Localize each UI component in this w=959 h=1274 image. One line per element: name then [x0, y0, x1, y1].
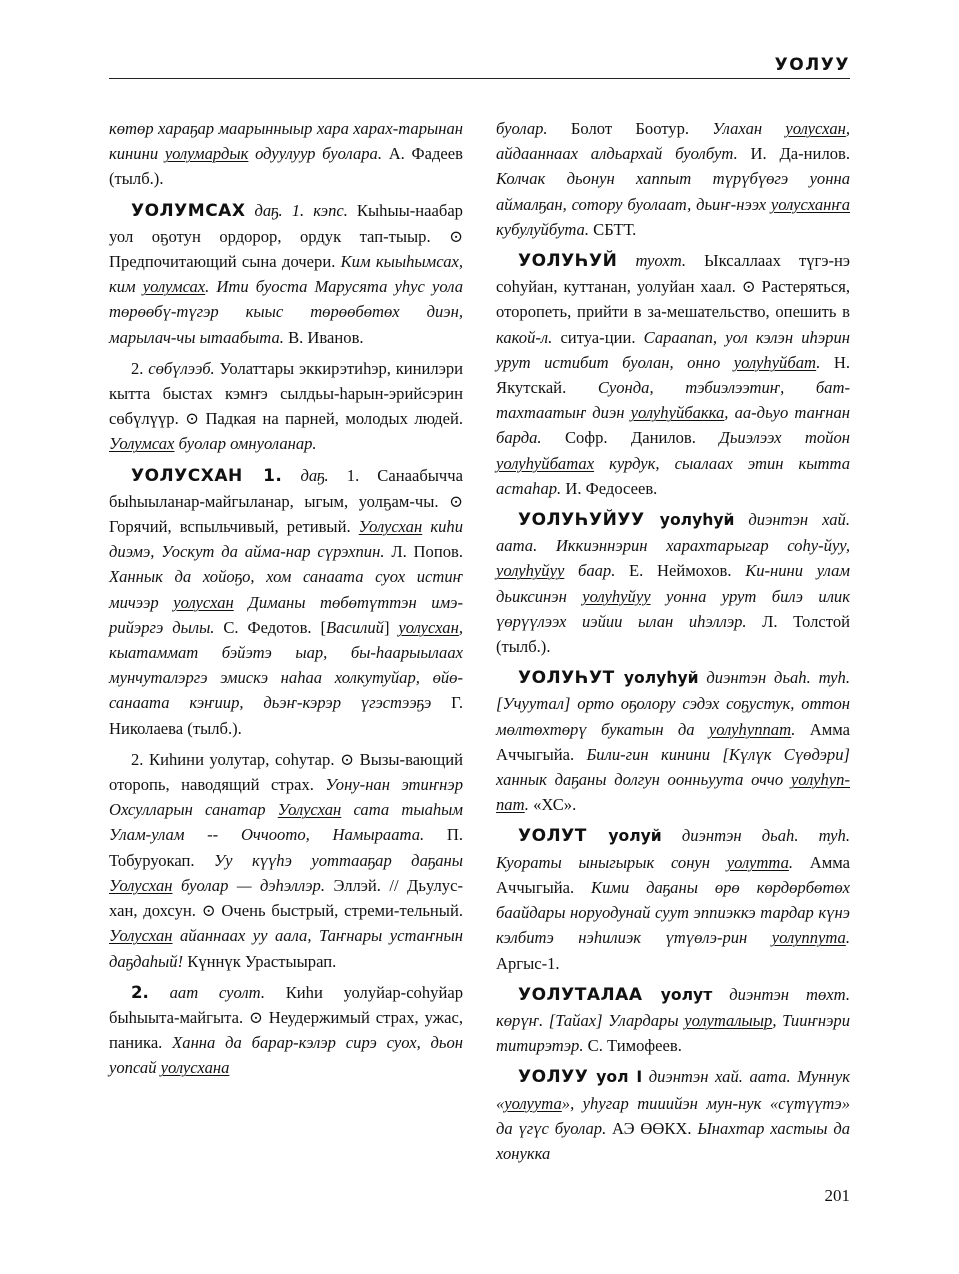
citation-text: уонна урут билэ илик үөрүүлээх иэйии ылан иһэллэр.	[496, 586, 850, 631]
citation-source: А. Фадеев (тылб.).	[109, 144, 463, 189]
citation-text: ] Улардары	[596, 1010, 685, 1030]
citation-text: , кыатаммат бэйэтэ ыар, бы-һаарыылаах мунчуталэргэ эмискэ наһаа холкутуйар, өйө-санаата кэҥиир, дьэҥ-кэрэр үгэстээҕэ	[109, 617, 463, 713]
headword: УОЛУУ	[518, 1067, 589, 1088]
citation-text: ] орто оҕолору сэдэх соҕустук, оттон мөлтөхтөрү букатын да	[496, 694, 850, 739]
citation-text: Уу күүһэ уоттааҕар даҕаны	[213, 850, 464, 870]
citation-text: Колчак дьонун хаппыт түрүбүөгэ уонна аймалҕан, сотору буолаат, дьиҥ-нээх	[496, 169, 850, 214]
citation-text: буолар.	[496, 119, 548, 138]
cross-reference: уолуй	[586, 827, 662, 846]
underlined-form: уолусхан	[785, 119, 846, 138]
citation-text: Тайах	[555, 1010, 597, 1030]
citation-text: курдук, сыалаах этин кытта астаһар.	[496, 453, 850, 498]
citation-text: Ким кыыһымсах, ким	[109, 252, 463, 297]
citation-text: көтөр хараҕар маарынныыр хара харах-тарынан кинини	[109, 119, 463, 164]
underlined-form: уолусхан	[173, 592, 234, 612]
page-number: 201	[824, 1186, 850, 1205]
bracket: ]	[383, 617, 399, 637]
citation-text: Күлүк Сүөдэри	[728, 744, 844, 764]
citation-source: Болот Боотур.	[547, 119, 713, 138]
definition: Уолаттары эккирэтиһэр, кинилэри кытта быстах кэмҥэ сылдьы-һарын-эрийсэрин сөбүлүүр. ⊙ Падкая на парней, молодых людей.	[109, 358, 464, 429]
part-of-speech: туохт.	[617, 251, 687, 271]
cross-reference: уолуһуй	[644, 511, 735, 530]
headword: УОЛУҺУЙУУ	[518, 510, 645, 531]
grammar-note: какой-л.	[496, 327, 553, 347]
citation-text: , айдааннаах алдьархай буолбут.	[496, 119, 850, 164]
underlined-form: уолуһуйбатах	[496, 453, 595, 473]
header-rule	[109, 78, 850, 79]
citation-text: .	[791, 719, 796, 739]
citation-text: .	[845, 928, 850, 948]
definition: Кыһыы-наабар уол оҕотун ордорор, ордук тап-тыыр.	[109, 200, 463, 246]
citation-source: Софр. Данилов.	[541, 428, 720, 448]
citation-text: диэнтэн хай. аата. Иккиэннэрин харахтарыгар соһу-йуу,	[496, 510, 850, 556]
headword: УОЛУТ	[518, 826, 587, 847]
headword: УОЛУҺУТ	[518, 668, 615, 689]
headword: УОЛУҺУЙ	[518, 251, 618, 272]
citation-text: Улахан	[712, 119, 786, 138]
citation-text: одуулуур буолара.	[248, 144, 382, 164]
entry-uoluhui	[496, 248, 850, 501]
citation-source: С. Тимофеев.	[583, 1036, 682, 1056]
sense-2-noun	[109, 980, 463, 1081]
part-of-speech: даҕ.	[245, 200, 283, 220]
entry-uolutalaa	[496, 982, 850, 1059]
citation-text: айаннаах уу аала, Таҥнары устаҥнын даҕдаһый!	[109, 926, 463, 971]
definition: 2. Киһини уолутар, соһутар. ⊙ Вызы-вающий оторопь, наводящий страх.	[109, 749, 463, 795]
running-head: УОЛУУ	[774, 55, 850, 75]
citation-source: «ХС».	[528, 795, 577, 815]
citation-text: Ханна да барар-кэлэр сирэ суох, дьон уопсай	[109, 1033, 464, 1078]
citation-text: Суонда, тэбиэлээтиҥ, бат-тахтаатыҥ диэн	[496, 378, 850, 423]
underlined-form: Уолусхан	[109, 875, 173, 895]
underlined-form: Уолумсах	[109, 434, 175, 454]
citation-text: Ханнык да хойоҕо, хом санаата суох истиҥ мичээр	[109, 567, 463, 612]
headword: УОЛУМСАХ	[131, 200, 246, 221]
entry-uoluhut	[496, 665, 850, 817]
citation-source: Е. Неймохов.	[615, 561, 746, 581]
citation-source: С. Федотов. [	[214, 617, 326, 637]
citation-text: диэнтэн төхт. көрүҥ. [	[496, 984, 850, 1030]
part-of-speech: даҕ.	[282, 465, 329, 485]
underlined-form: уолуһуйуу	[582, 586, 651, 606]
translation: ⊙ Предпочитающий сына дочери.	[109, 226, 463, 272]
entry-continuation	[496, 116, 850, 242]
sense-label: сөбүлээб.	[148, 358, 215, 378]
sense-number: 2.	[131, 358, 149, 378]
citation-text: Василий	[326, 617, 384, 637]
definition: Киһи уолуйар-соһуйар быһыыта-майгыта. ⊙ Неудержимый страх, ужас, паника.	[109, 982, 463, 1053]
underlined-form: уолусханҥа	[770, 194, 850, 214]
citation-source: Н. Якутскай.	[496, 352, 850, 398]
entry-uolut	[496, 823, 850, 975]
citation-text: сата тыаһым Улам-улам -- Оччоото, Намыраата.	[109, 800, 464, 845]
citation-text: буолар омнуоланар.	[174, 434, 317, 454]
sense-2	[109, 356, 463, 457]
entry-continuation	[109, 116, 463, 192]
definition: Ыксаллаах түгэ-нэ соһуйан, куттанан, уолуйан хаал. ⊙ Растеряться, оторопеть, прийти в за-мешательство, опешить в	[496, 251, 850, 322]
cross-reference: уол I	[588, 1068, 643, 1087]
cross-reference: уолут	[642, 985, 713, 1004]
citation-source: И. Федосеев.	[561, 478, 658, 498]
headword: УОЛУСХАН 1.	[131, 465, 283, 486]
citation-text: Кими даҕаны өрө көрдөрбөтөх баайдары норуодунай суут эппиэккэ тардар күнэ кэлбитэ нэһилиэк үтүөлэ-рин	[496, 877, 850, 948]
citation-text: Учуутал	[502, 694, 564, 714]
underlined-form: уолуһуйбакка	[630, 403, 725, 423]
underlined-form: уолусхана	[160, 1058, 230, 1078]
definition: ситуа-ции.	[552, 327, 644, 347]
citation-source: Л. Толстой (тылб.).	[496, 611, 850, 657]
sense-number: 2.	[131, 982, 149, 1002]
citation-text: Ынахтар хастыы да хонукка	[496, 1118, 851, 1163]
underlined-form: уолуппута	[771, 928, 846, 948]
citation-text: Уону-нан этиҥнэр Охсулларын санатар	[109, 775, 463, 820]
sense-2-uolutar	[109, 747, 463, 974]
sense-label: аат суолт.	[148, 982, 265, 1002]
citation-text: ] ханнык даҕаны долгун оонньуута оччо	[496, 744, 850, 790]
citation-source: Л. Попов.	[384, 542, 463, 562]
definition: 1. Санаабычча быһыыланар-майгыланар, ыгым, уолҕам-чы. ⊙ Горячий, вспыльчивый, ретивый.	[109, 465, 463, 537]
citation-source: Амма Аччыгыйа.	[496, 719, 850, 764]
definition: Эллэй. // Дьулус-хан, дохсун. ⊙ Очень быстрый, стреми-тельный.	[109, 875, 463, 921]
headword: УОЛУТАЛАА	[518, 984, 643, 1005]
citation-text: Сараапап, уол кэлэн иһэрин урут истибит буолан, онно	[496, 327, 850, 372]
citation-text: диэнтэн хай. аата. Муннук «	[496, 1067, 850, 1113]
citation-text: .	[788, 852, 794, 872]
entry-uolumsakh	[109, 198, 463, 350]
citation-source: СБТТ.	[588, 219, 637, 239]
underlined-form: уолуута	[504, 1093, 562, 1113]
citation-text: . Ити буоста Марусята уһус уола төрөөбү-түгэр кыыс төрөөбөтөх диэн, марылач-чы ытаабыта.	[109, 277, 463, 347]
citation-text: кубулуйбута.	[496, 219, 589, 239]
entry-uoluu	[496, 1064, 850, 1166]
citation-text: », уһугар тииийэн мун-нук «сүтүүтэ» да үгүс буолар.	[496, 1093, 850, 1138]
citation-source: В. Иванов.	[283, 327, 364, 347]
underlined-form: уолуталыыр	[684, 1010, 773, 1030]
citation-text: Дьиэлээх тойон	[719, 428, 850, 448]
underlined-form: уолусхан	[398, 617, 459, 637]
underlined-form: Уолусхан	[109, 926, 173, 946]
citation-text: , аа-дьуо таҥнан барда.	[496, 403, 850, 448]
citation-text: Ки-нини улам дьиксинэн	[496, 561, 850, 606]
citation-source: П. Тобуруокап.	[109, 825, 463, 870]
citation-text: диэнтэн дьаһ. туһ. Куораты ыныгырык сонун	[496, 826, 850, 872]
citation-source: Күннүк Урастыырап.	[183, 951, 337, 971]
underlined-form: уолуһуйуу	[496, 561, 565, 581]
citation-source: Г. Николаева (тылб.).	[109, 693, 463, 738]
underlined-form: уолуһуйбат	[733, 352, 817, 372]
entry-uoluskhan	[109, 463, 463, 741]
citation-text: , Тииҥнэри титирэтэр.	[496, 1010, 850, 1056]
underlined-form: уолумсах	[142, 277, 206, 297]
citation-text: диэнтэн дьаһ. туһ. [	[496, 668, 850, 714]
underlined-form: уолумардык	[164, 144, 249, 164]
citation-source: И. Да-нилов.	[737, 144, 850, 164]
citation-text: буолар — дэһэллэр.	[172, 875, 325, 895]
underlined-form: Уолусхан	[277, 800, 342, 820]
underlined-form: уолуһуппат	[708, 719, 792, 739]
citation-text: Били-гин кинини [	[586, 744, 729, 764]
citation-source: АЭ ӨӨКХ.	[606, 1118, 698, 1138]
citation-text: киһи диэмэ, Уоскут да айма-нар сүрэхпин.	[109, 517, 463, 562]
citation-text: .	[816, 352, 821, 372]
entry-uoluhuiuu	[496, 507, 850, 659]
citation-text: баар.	[564, 561, 616, 581]
sense-label: 1. кэпс.	[282, 200, 348, 220]
citation-source: Аргыс-1.	[496, 953, 560, 973]
underlined-form: уолутта	[726, 852, 789, 872]
underlined-form: уолуһуп-пат	[496, 770, 850, 815]
cross-reference: уолуһуй	[614, 669, 699, 688]
citation-text: Диманы төбөтүттэн имэ-рийэргэ дылы.	[109, 592, 463, 637]
citation-source: Амма Аччыгыйа.	[496, 852, 850, 897]
left-column	[109, 116, 463, 1087]
right-column	[496, 116, 850, 1172]
underlined-form: Уолусхан	[358, 517, 423, 537]
citation-text: .	[524, 795, 529, 815]
